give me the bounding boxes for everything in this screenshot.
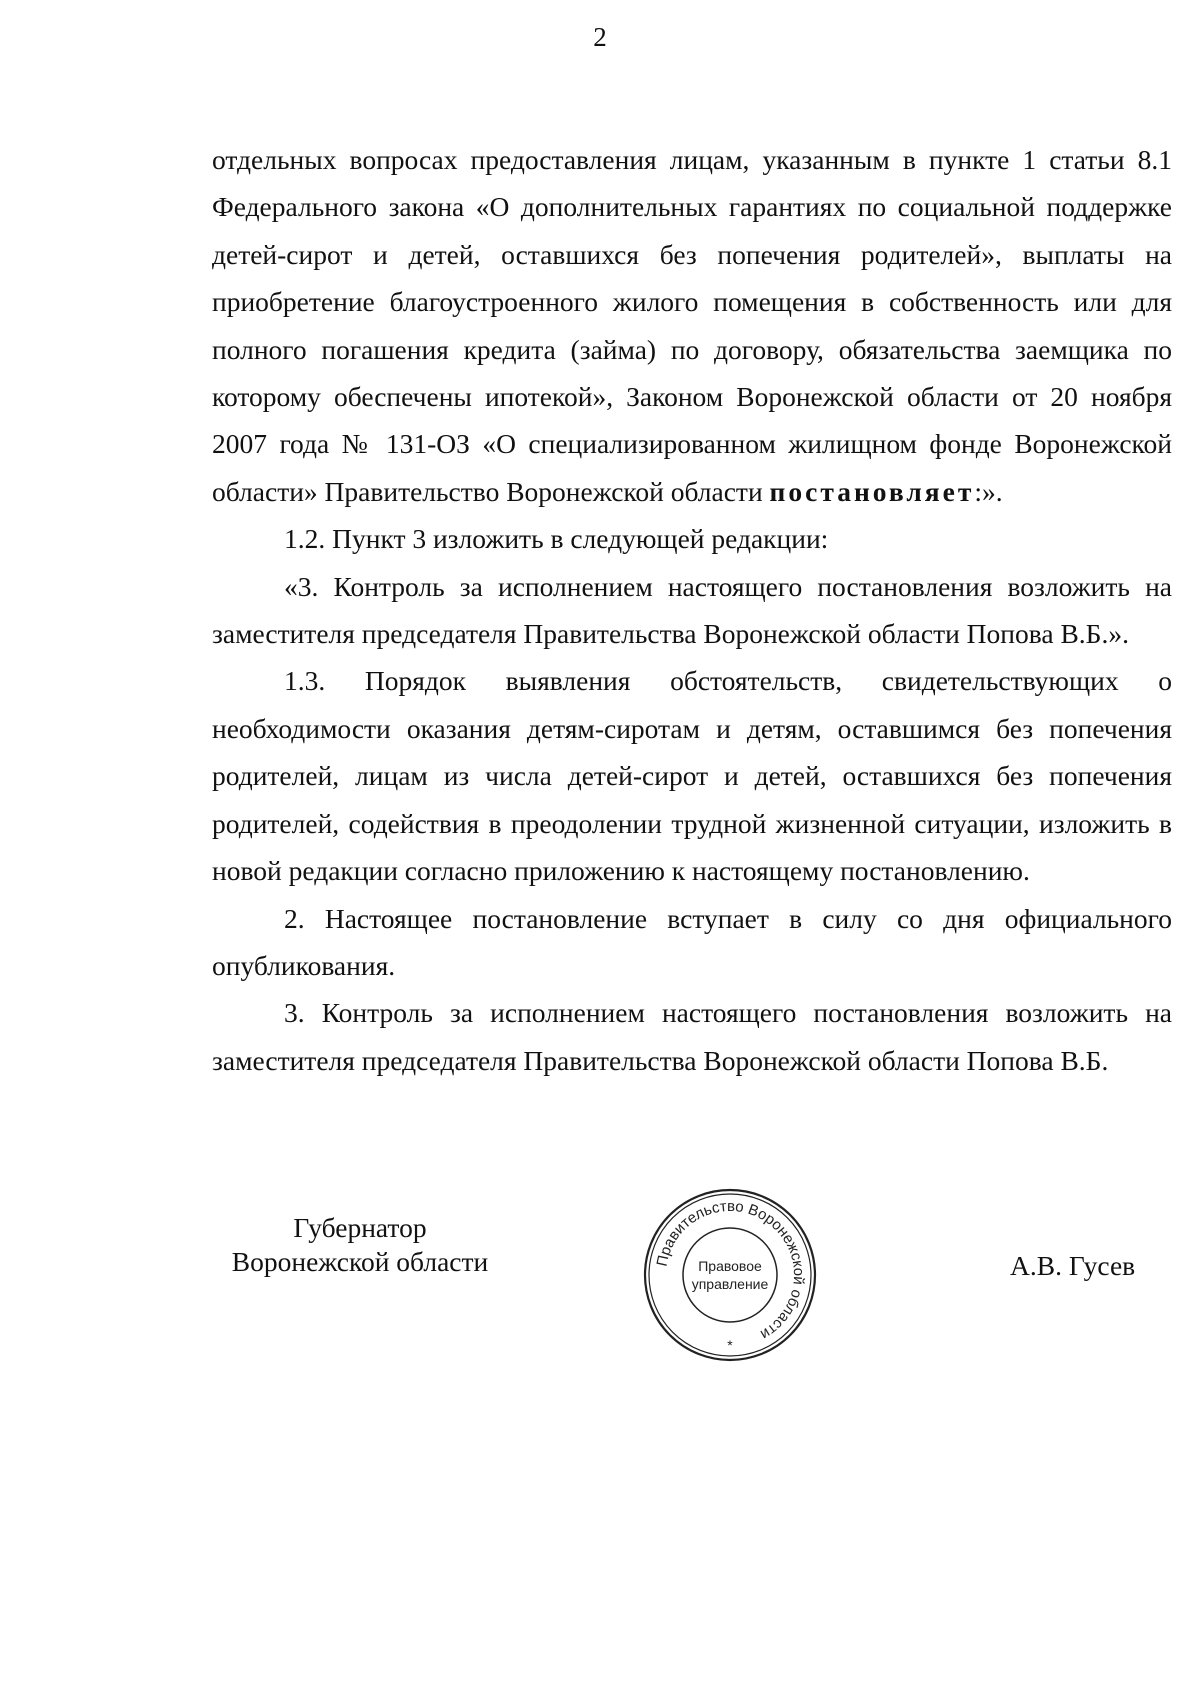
stamp-outer-ring: [645, 1190, 815, 1360]
signatory-name: А.В. Гусев: [1010, 1250, 1136, 1281]
stamp-outer-ring-inner: [649, 1194, 811, 1356]
paragraph-1-text: отдельных вопросах предоставления лицам, указанным в пункте 1 статьи 8.1 Федерального закона «О дополнительных гарантиях по социальной поддержке детей-сирот и детей, оставшихся без попечения родителей», выплаты на приобретение благоустроенного жилого помещения в собственность или для полного погашения кредита (займа) по договору, обязательства заемщика по которому обеспечены ипотекой», Законом Воронежской области от 20 ноября 2007 года № 131-ОЗ «О специализированном жилищном фонде Воронежской области» Правительство Воронежской области: [212, 144, 1172, 507]
signatory-title-line2: Воронежской области: [231, 1246, 489, 1277]
stamp-graphic: [640, 1185, 820, 1365]
resolution-keyword: постановляет: [769, 475, 975, 507]
stamp-center-line2: управление: [691, 1276, 769, 1292]
document-body: [212, 136, 1172, 1084]
legal-department-stamp: [640, 1185, 820, 1365]
stamp-center-line1: Правовое: [698, 1258, 762, 1274]
paragraph-1: [212, 136, 1172, 515]
signatory-title: [210, 1211, 510, 1279]
stamp-ring-text: Правительство Воронежской области: [653, 1197, 808, 1344]
page-number: 2: [593, 22, 607, 52]
paragraph-1-ending: :».: [974, 475, 1003, 507]
paragraph-2-effective: 2. Настоящее постановление вступает в силу со дня официального опубликования.: [212, 902, 1172, 981]
paragraph-1-3: 1.3. Порядок выявления обстоятельств, свидетельствующих о необходимости оказания детям-сиротам и детям, оставшимся без попечения родителей, лицам из числа детей-сирот и детей, оставшихся без попечения родителей, содействия в преодолении трудной жизненной ситуации, изложить в новой редакции согласно приложению к настоящему постановлению.: [212, 665, 1172, 887]
signatory-title-line1: Губернатор: [293, 1212, 427, 1243]
stamp-star: *: [727, 1337, 733, 1353]
stamp-inner-ring: [683, 1228, 777, 1322]
paragraph-3-control: 3. Контроль за исполнением настоящего постановления возложить на заместителя председателя Правительства Воронежской области Попова В.Б.: [212, 997, 1172, 1076]
paragraph-1-2: 1.2. Пункт 3 изложить в следующей редакции:: [284, 523, 829, 555]
paragraph-3-quote: «3. Контроль за исполнением настоящего постановления возложить на заместителя председателя Правительства Воронежской области Попова В.Б.».: [212, 570, 1172, 650]
